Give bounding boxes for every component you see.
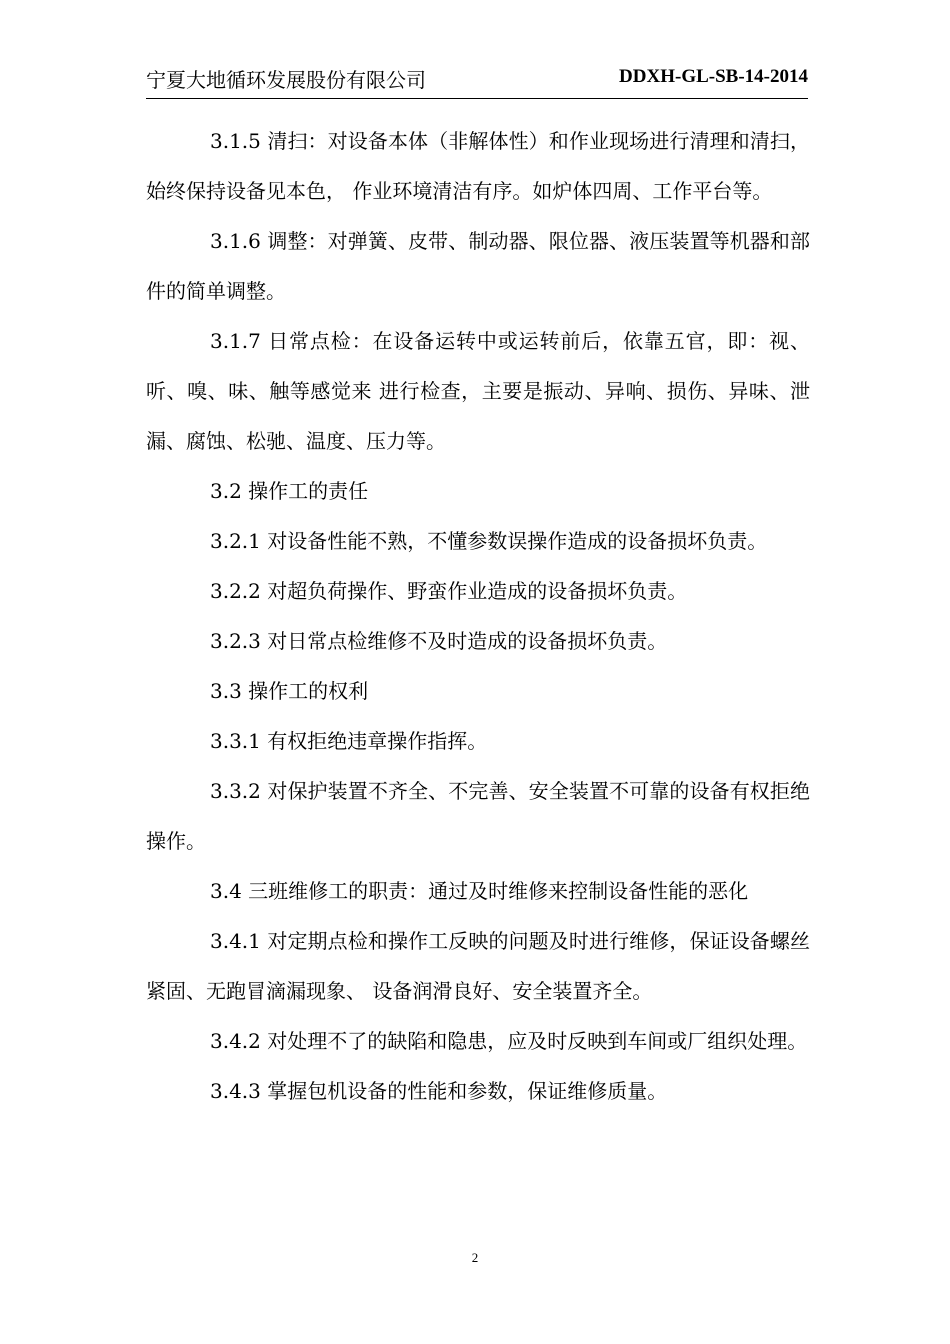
paragraph: 3.3.2 对保护装置不齐全、不完善、安全装置不可靠的设备有权拒绝操作。 <box>146 779 810 853</box>
section-heading: 3.2 操作工的责任 <box>210 479 369 503</box>
paragraph: 3.4.2 对处理不了的缺陷和隐患，应及时反映到车间或厂组织处理。 <box>210 1029 808 1053</box>
paragraph: 3.2.3 对日常点检维修不及时造成的设备损坏负责。 <box>210 629 668 653</box>
paragraph: 3.2.2 对超负荷操作、野蛮作业造成的设备损坏负责。 <box>210 579 688 603</box>
paragraph: 3.1.5 清扫：对设备本体（非解体性）和作业现场进行清理和清扫，始终保持设备见本色， 作业环境清洁有序。如炉体四周、工作平台等。 <box>146 129 810 203</box>
document-code: DDXH-GL-SB-14-2014 <box>619 66 808 87</box>
document-body <box>146 116 810 1116</box>
paragraph: 3.1.6 调整：对弹簧、皮带、制动器、限位器、液压装置等机器和部件的简单调整。 <box>146 229 810 303</box>
page-header <box>146 62 808 99</box>
company-name: 宁夏大地循环发展股份有限公司 <box>146 68 426 92</box>
paragraph: 3.3.1 有权拒绝违章操作指挥。 <box>210 729 488 753</box>
paragraph: 3.1.7 日常点检：在设备运转中或运转前后，依靠五官，即：视、听、嗅、味、触等感觉来 进行检查，主要是振动、异响、损伤、异味、泄漏、腐蚀、松驰、温度、压力等。 <box>146 329 810 453</box>
section-heading: 3.3 操作工的权利 <box>210 679 369 703</box>
page-number: 2 <box>471 1250 479 1265</box>
paragraph: 3.4.3 掌握包机设备的性能和参数，保证维修质量。 <box>210 1079 668 1103</box>
section-heading: 3.4 三班维修工的职责：通过及时维修来控制设备性能的恶化 <box>210 879 749 903</box>
paragraph: 3.4.1 对定期点检和操作工反映的问题及时进行维修，保证设备螺丝紧固、无跑冒滴漏现象、 设备润滑良好、安全装置齐全。 <box>146 929 810 1003</box>
paragraph: 3.2.1 对设备性能不熟，不懂参数误操作造成的设备损坏负责。 <box>210 529 768 553</box>
